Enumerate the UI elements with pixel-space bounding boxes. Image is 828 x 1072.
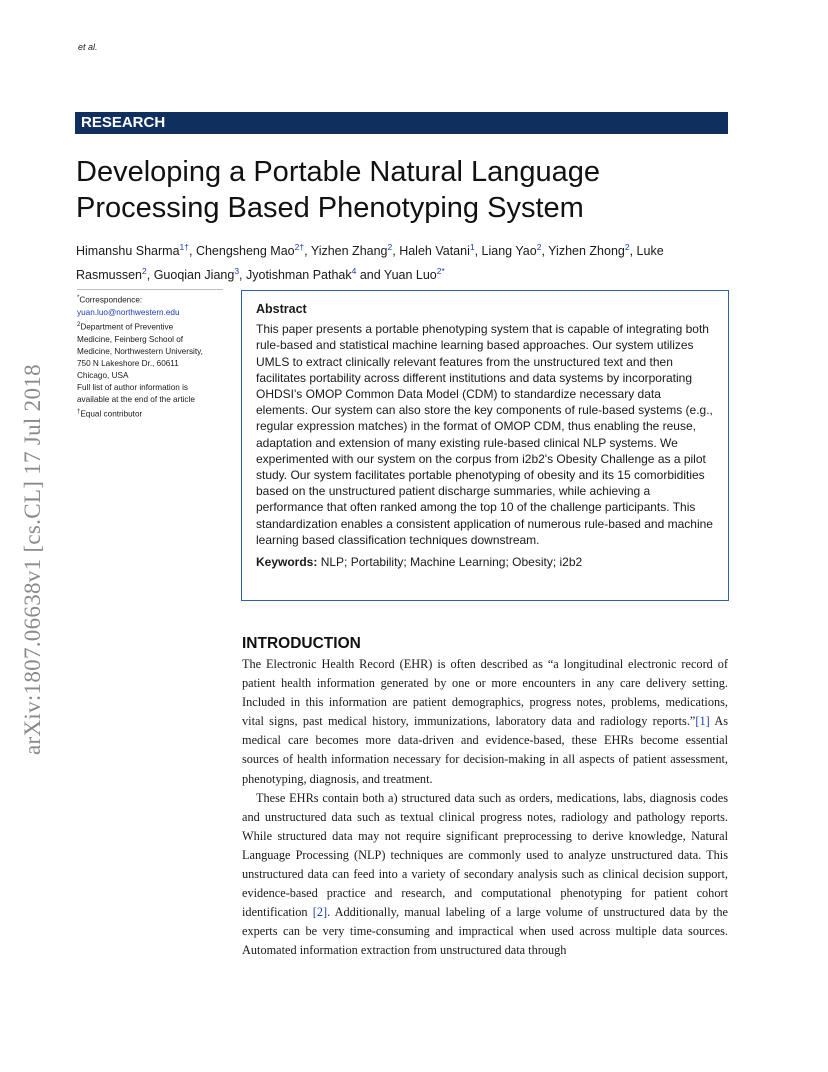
author-name: Chengsheng Mao — [195, 244, 295, 259]
intro-paragraph-2: These EHRs contain both a) structured data such as orders, medications, labs, diagnosis codes and unstructured data such as textual clinical progress notes, radiology and pathology reports. While structured data may not require significant preprocessing to derive knowledge, Natural Language Processing (NLP) techniques are commonly used to analyze unstructured data. This unstructured data can feed into a variety of secondary analysis such as clinical decision support, evidence-based practice and research, and computational phenotyping for patient cohort identification [2]. Additionally, manual labeling of a large volume of unstructured data by the experts can be very time-consuming and impractical when used across multiple data sources. Automated information extraction from unstructured data through — [242, 790, 728, 958]
author-affiliation-mark[interactable]: 2 — [387, 242, 393, 252]
author-affiliation-mark[interactable]: 4 — [351, 266, 357, 277]
author-affiliation-mark[interactable]: 2 — [142, 266, 147, 277]
section-banner: RESEARCH — [75, 112, 728, 134]
correspondence-email[interactable]: yuan.luo@northwestern.edu — [77, 307, 180, 317]
citation-link-1[interactable]: [1] — [695, 714, 710, 729]
author-name: Luke Rasmussen — [76, 244, 664, 283]
abstract-heading: Abstract — [256, 302, 307, 316]
title-line-2: Processing Based Phenotyping System — [76, 192, 584, 224]
correspondence-sidebar — [77, 292, 227, 421]
abstract-box — [241, 290, 729, 601]
author-name: Jyotishman Pathak — [246, 268, 352, 283]
author-affiliation-mark[interactable]: 2 — [624, 242, 630, 252]
author-affiliation-mark[interactable]: 1† — [179, 242, 189, 252]
author-affiliation-mark[interactable]: 2* — [436, 266, 445, 277]
sidebar-divider — [77, 289, 223, 290]
keywords: Keywords: NLP; Portability; Machine Learning; Obesity; i2b2 — [256, 555, 583, 570]
affiliation-line: 750 N Lakeshore Dr., 60611 — [77, 358, 179, 368]
intro-paragraph-1: The Electronic Health Record (EHR) is often described as “a longitudinal electronic record of patient health information generated by one or more encounters in any care delivery setting. Included in this information are patient demographics, progress notes, problems, medications, vital signs, past medical history, immunizations, laboratory data and radiology reports.”[1] As medical care becomes more data-driven and evidence-based, these EHRs become essential sources of health information necessary for decision-making in all aspects of patient assessment, phenotyping, diagnosis, and treatment. — [242, 657, 729, 786]
affiliation-line: Medicine, Feinberg School of — [77, 334, 184, 344]
citation-link-2[interactable]: [2] — [312, 905, 328, 920]
affiliation-line: Chicago, USA — [77, 371, 129, 381]
author-name: Himanshu Sharma — [76, 244, 180, 259]
author-affiliation-mark[interactable]: 1 — [469, 242, 475, 252]
running-head: et al. — [78, 42, 98, 52]
author-list: Himanshu Sharma$^{1\dagger}$, Chengsheng Mao$^{2\dagger}$, Yizhen Zhang$^2$, Haleh Vatani$^1$, Liang Yao$^2$, Yizhen Zhong$^2$, Luke Rasmussen$^2$, Guoqian Jiang$^3$, Jyotishman Pathak$^4$ and Yuan Luo$^{2*}$ — [76, 242, 664, 283]
introduction-body — [242, 655, 728, 961]
paper-title — [76, 154, 736, 226]
author-name: Yizhen Zhong — [548, 244, 625, 259]
correspondence-label: *Correspondence: — [77, 295, 143, 305]
affiliation-line: Medicine, Northwestern University, — [77, 346, 203, 356]
author-name: Haleh Vatani — [399, 244, 470, 259]
author-name: Liang Yao — [481, 244, 537, 259]
affiliation-2: $^2$Department of Preventive — [77, 321, 174, 332]
author-affiliation-mark[interactable]: 2† — [294, 242, 305, 252]
abstract-body: This paper presents a portable phenotyping system that is capable of integrating both rule-based and statistical machine learning based approaches. Our system utilizes UMLS to extract clinically relevant features from the unstructured text and then facilitates portability across different institutions and data systems by incorporating OHDSI's OMOP Common Data Model (CDM) to standardize necessary data elements. Our system can also store the key components of rule-based systems (e.g., regular expression matches) in the format of OMOP CDM, thus enabling the reuse, adaptation and extension of many existing rule-based clinical NLP systems. We experimented with our system on the corpus from i2b2's Obesity Challenge as a pilot study. Our system facilitates portable phenotyping of obesity and its 15 comorbidities based on the unstructured patient discharge summaries, while achieving a performance that often ranked among the top 10 of the challenge participants. This standardization enables a consistent application of numerous rule-based and machine learning based classification techniques downstream. — [256, 322, 713, 547]
full-list-note: available at the end of the article — [77, 395, 195, 405]
arxiv-stamp: arXiv:1807.06638v1 [cs.CL] 17 Jul 2018 — [20, 364, 45, 755]
full-list-note: Full list of author information is — [77, 383, 189, 393]
author-affiliation-mark[interactable]: 2 — [536, 242, 542, 252]
title-line-1: Developing a Portable Natural Language — [76, 156, 600, 188]
author-name: Yizhen Zhang — [310, 244, 388, 259]
author-name: Guoqian Jiang — [153, 268, 235, 283]
author-name: Yuan Luo — [383, 268, 437, 283]
introduction-heading: INTRODUCTION — [242, 635, 361, 652]
equal-contributor-note: †Equal contributor — [77, 409, 143, 420]
author-affiliation-mark[interactable]: 3 — [234, 266, 240, 277]
